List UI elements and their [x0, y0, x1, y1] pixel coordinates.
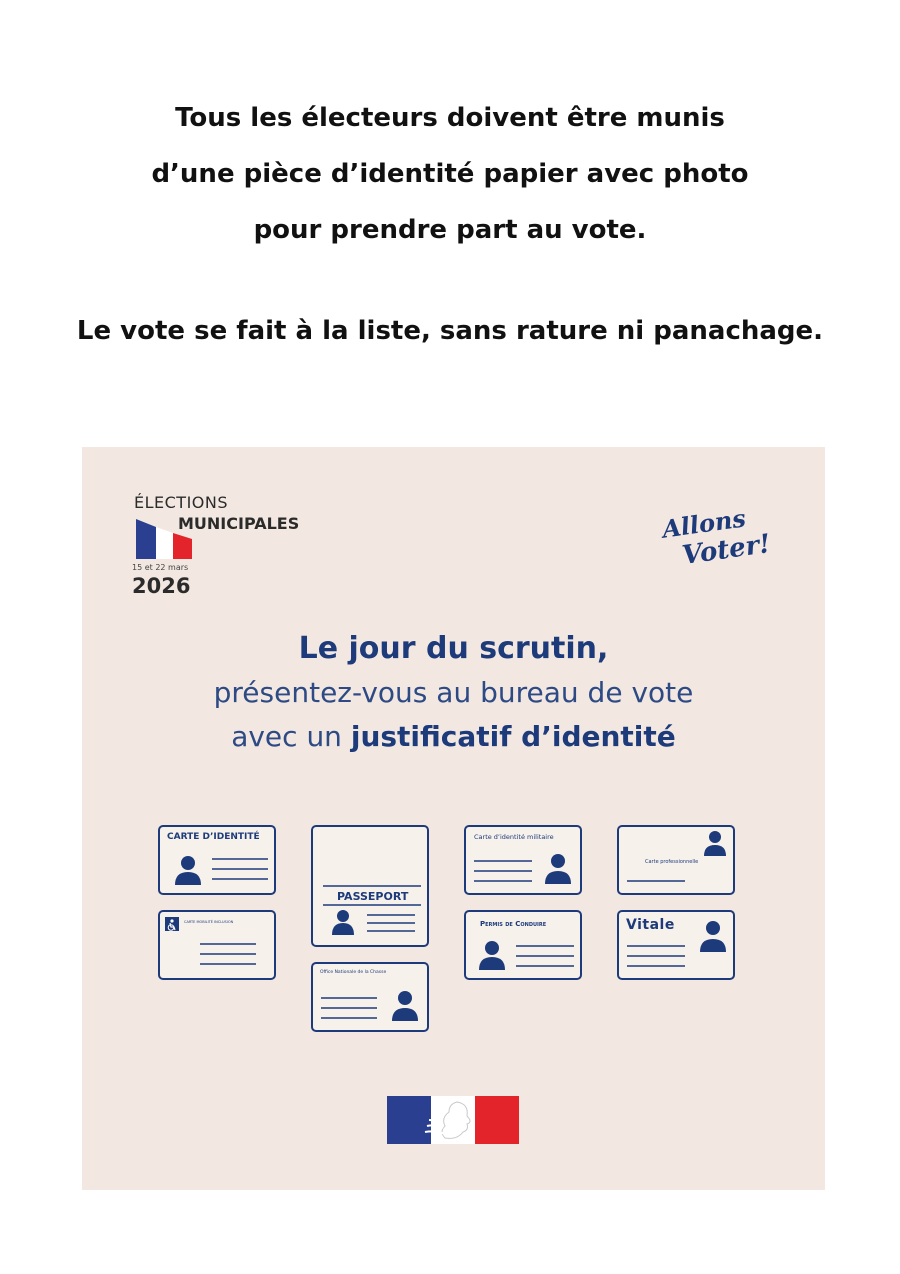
election-year: 2026	[132, 574, 191, 598]
card-professional	[617, 825, 735, 895]
card-passport	[311, 825, 429, 947]
intro-line-2: d’une pièce d’identité papier avec photo	[151, 159, 749, 189]
card-vitale-label: Vitale	[626, 917, 675, 933]
voting-rule: Le vote se fait à la liste, sans rature ni panachage.	[76, 316, 824, 346]
card-military-id	[464, 825, 582, 895]
card-driving-licence	[464, 910, 582, 980]
card-passport-label: PASSEPORT	[337, 890, 409, 903]
card-vitale	[617, 910, 735, 980]
allons-voter-slogan	[656, 503, 776, 589]
person-icon	[313, 827, 431, 949]
headline	[82, 627, 825, 759]
card-hunting-permit	[311, 962, 429, 1032]
intro-text	[0, 90, 900, 258]
card-military-label: Carte d’identité militaire	[474, 833, 554, 841]
card-hunting-label: Office Nationale de la Chasse	[320, 970, 387, 975]
card-identity-label: CARTE D’IDENTITÉ	[167, 832, 260, 842]
person-icon	[313, 964, 431, 1034]
election-poster	[82, 447, 825, 1190]
election-dates: 15 et 22 mars	[132, 563, 189, 572]
card-driving-label: Permis de Conduire	[480, 920, 547, 928]
election-type: MUNICIPALES	[178, 514, 300, 533]
intro-line-1: Tous les électeurs doivent être munis	[175, 103, 725, 133]
slogan-line-2: Voter!	[680, 528, 773, 572]
election-title: ÉLECTIONS	[134, 493, 229, 512]
headline-line-2: présentez-vous au bureau de vote	[213, 676, 694, 709]
headline-line-1: Le jour du scrutin,	[298, 631, 609, 666]
slogan-line-1: Allons	[660, 503, 748, 544]
person-icon	[160, 827, 278, 897]
card-mobility-inclusion	[158, 910, 276, 980]
headline-line-3-bold: justificatif d’identité	[350, 720, 676, 753]
person-icon	[466, 827, 584, 897]
headline-line-3-prefix: avec un	[231, 720, 351, 753]
card-identity	[158, 825, 276, 895]
marianne-logo	[387, 1096, 519, 1144]
card-professional-label: Carte professionnelle	[645, 859, 699, 865]
card-mobility-label: CARTE MOBILITÉ INCLUSION	[184, 920, 234, 924]
person-icon	[466, 912, 584, 982]
headline-line-3	[82, 715, 825, 759]
person-icon	[619, 912, 737, 982]
intro-line-3: pour prendre part au vote.	[253, 215, 647, 245]
